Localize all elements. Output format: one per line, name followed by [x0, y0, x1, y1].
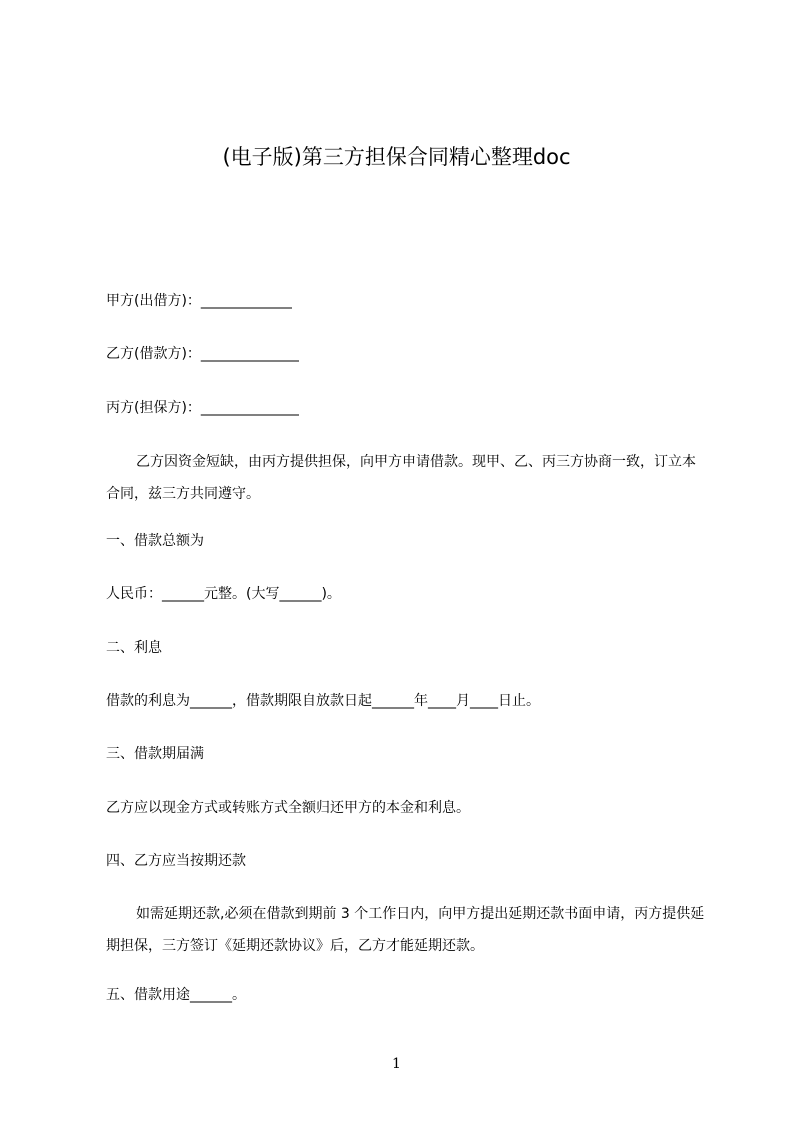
section-3-body: 乙方应以现金方式或转账方式全额归还甲方的本金和利息。 [106, 800, 470, 816]
section-1-body: 人民币：______元整。(大写______)。 [106, 586, 341, 602]
section-2-heading: 二、利息 [106, 640, 162, 656]
party-c-line: 丙方(担保方)：______________ [106, 400, 299, 416]
preamble-paragraph: 乙方因资金短缺，由丙方提供担保，向甲方申请借款。现甲、乙、丙三方协商一致，订立本合同，兹三方共同遵守。 [106, 454, 696, 502]
section-3-heading: 三、借款期届满 [106, 746, 204, 762]
section-5-heading: 五、借款用途______。 [106, 987, 246, 1003]
party-a-line: 甲方(出借方)：_____________ [106, 293, 292, 309]
document-title: (电子版)第三方担保合同精心整理doc [222, 145, 571, 169]
section-1-heading: 一、借款总额为 [106, 533, 204, 549]
section-4-body: 如需延期还款,必须在借款到期前 3 个工作日内，向甲方提出延期还款书面申请，丙方提供延期担保，三方签订《延期还款协议》后，乙方才能延期还款。 [106, 906, 705, 954]
section-4-heading: 四、乙方应当按期还款 [106, 853, 246, 869]
page-number: 1 [392, 1056, 401, 1072]
section-2-body: 借款的利息为______，借款期限自放款日起______年____月____日止。 [106, 693, 540, 709]
party-b-line: 乙方(借款方)：______________ [106, 346, 299, 362]
